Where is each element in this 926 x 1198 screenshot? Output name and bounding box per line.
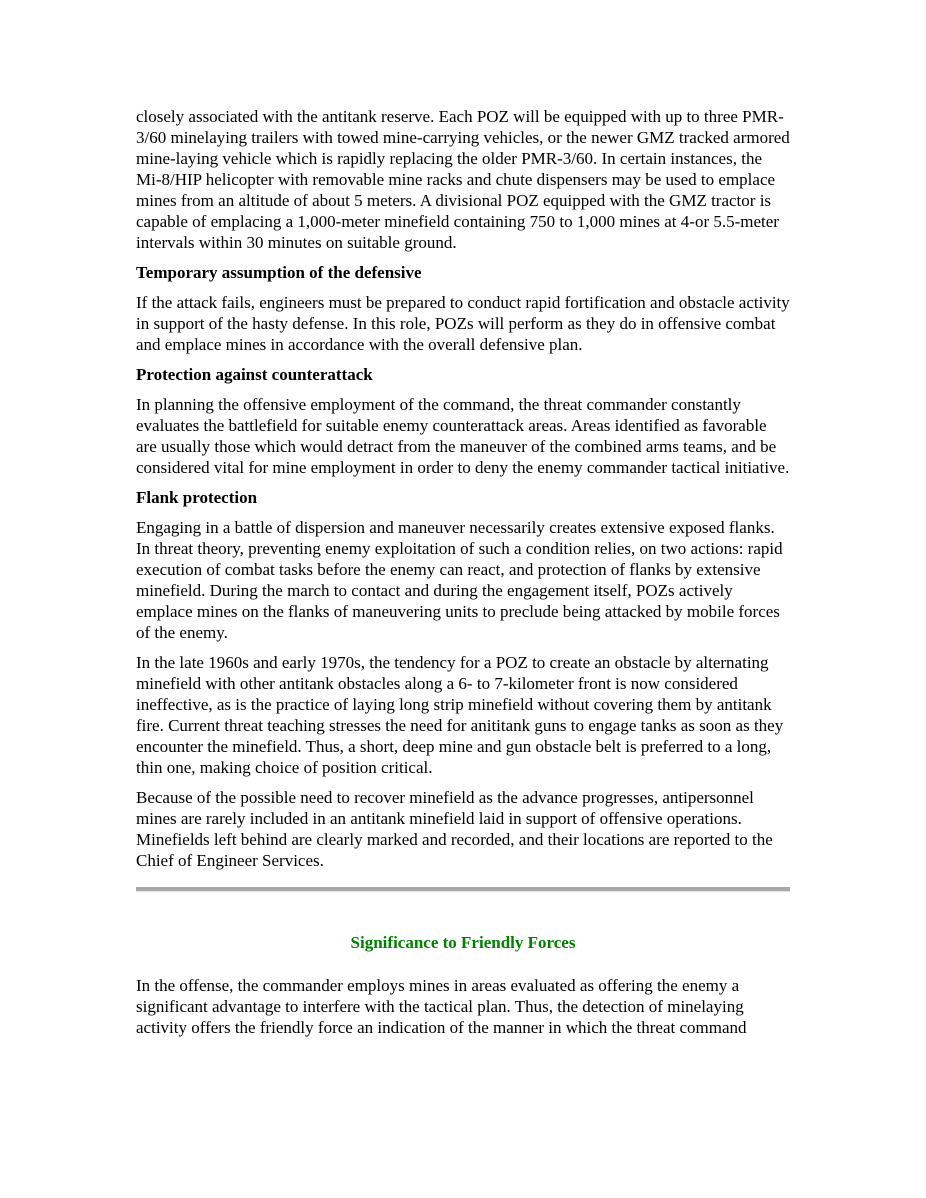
paragraph-temporary-defensive: If the attack fails, engineers must be prepared to conduct rapid fortification and obstacle activity in support of the hasty defense. In this role, POZs will perform as they do in offensive combat and emplace mines in accordance with the overall defensive plan. (136, 293, 790, 354)
paragraph-counterattack-planning: In planning the offensive employment of the command, the threat commander constantly evaluates the battlefield for suitable enemy counterattack areas. Areas identified as favorable are usually those which would detract from the maneuver of the combined arms teams, and be considered vital for mine employment in order to deny the enemy commander tactical initiative. (136, 395, 790, 477)
paragraph-minefield-recovery: Because of the possible need to recover minefield as the advance progresses, antipersonnel mines are rarely included in an antitank minefield laid in support of offensive operations. Minefields left behind are clearly marked and recorded, and their locations are reported to the Chief of Engineer Services. (136, 788, 773, 870)
subheading-flank-protection: Flank protection (136, 488, 258, 507)
paragraph-flank-protection: Engaging in a battle of dispersion and maneuver necessarily creates extensive exposed flanks. In threat theory, preventing enemy exploitation of such a condition relies, on two actions: rapid execution of combat tasks before the enemy can react, and protection of flanks by extensive minefield. During the march to contact and during the engagement itself, POZs actively emplace mines on the flanks of maneuvering units to preclude being attacked by mobile forces of the enemy. (136, 518, 783, 642)
subheading-temporary-assumption-defensive: Temporary assumption of the defensive (136, 263, 422, 282)
paragraph-poz-equipment: closely associated with the antitank reserve. Each POZ will be equipped with up to three PMR-3/60 minelaying trailers with towed mine-carrying vehicles, or the newer GMZ tracked armored mine-laying vehicle which is rapidly replacing the older PMR-3/60. In certain instances, the Mi-8/HIP helicopter with removable mine racks and chute dispensers may be used to emplace mines from an altitude of about 5 meters. A divisional POZ equipped with the GMZ tractor is capable of emplacing a 1,000-meter minefield containing 750 to 1,000 mines at 4-or 5.5-meter intervals within 30 minutes on suitable ground. (136, 107, 790, 252)
subheading-protection-against-counterattack: Protection against counterattack (136, 365, 373, 384)
paragraph-obstacle-tendency: In the late 1960s and early 1970s, the tendency for a POZ to create an obstacle by alternating minefield with other antitank obstacles along a 6- to 7-kilometer front is now considered ineffective, as is the practice of laying long strip minefield without covering them by antitank fire. Current threat teaching stresses the need for anititank guns to engage tanks as soon as they encounter the minefield. Thus, a short, deep mine and gun obstacle belt is preferred to a long, thin one, making choice of position critical. (136, 653, 784, 777)
section-divider (136, 887, 790, 892)
section-title-significance-to-friendly-forces: Significance to Friendly Forces (350, 933, 576, 952)
paragraph-significance-friendly-forces: In the offense, the commander employs mines in areas evaluated as offering the enemy a significant advantage to interfere with the tactical plan. Thus, the detection of minelaying activity offers the friendly force an indication of the manner in which the threat command (136, 976, 747, 1037)
